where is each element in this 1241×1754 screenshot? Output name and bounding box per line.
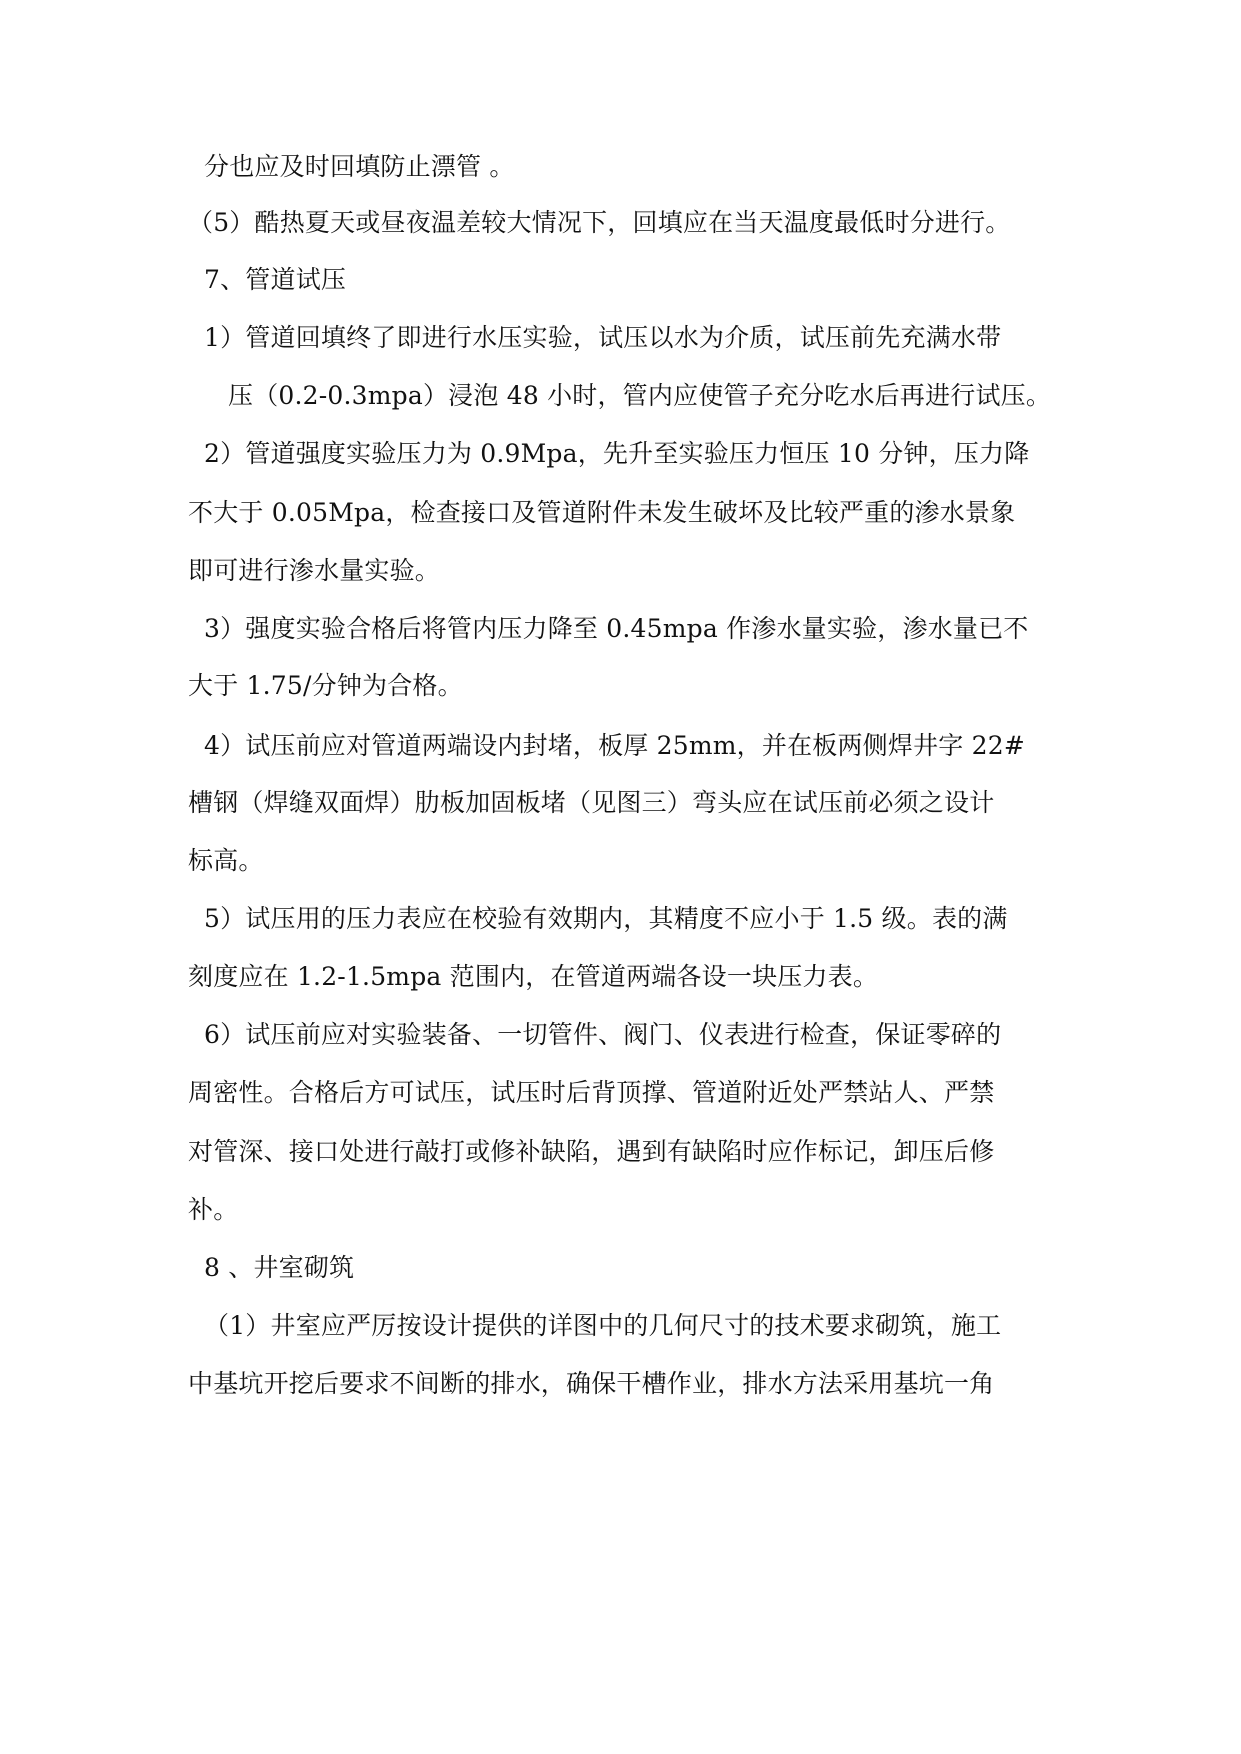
text-line: （5）酷热夏天或昼夜温差较大情况下，回填应在当天温度最低时分进行。 [188, 208, 1011, 237]
text-line: 周密性。合格后方可试压，试压时后背顶撑、管道附近处严禁站人、严禁 [188, 1078, 995, 1107]
text-line: 对管深、接口处进行敲打或修补缺陷，遇到有缺陷时应作标记，卸压后修 [188, 1137, 995, 1166]
text-line: 分也应及时回填防止漂管 。 [204, 152, 515, 181]
text-line: 1）管道回填终了即进行水压实验，试压以水为介质，试压前先充满水带 [204, 323, 1002, 352]
text-line: 槽钢（焊缝双面焊）肋板加固板堵（见图三）弯头应在试压前必须之设计 [188, 788, 995, 817]
section-heading: 7、管道试压 [204, 265, 347, 294]
text-line: 5）试压用的压力表应在校验有效期内，其精度不应小于 1.5 级。表的满 [204, 904, 1008, 933]
text-line: 6）试压前应对实验装备、一切管件、阀门、仪表进行检查，保证零碎的 [204, 1020, 1002, 1049]
text-line: 2）管道强度实验压力为 0.9Mpa，先升至实验压力恒压 10 分钟，压力降 [204, 439, 1030, 468]
text-line: 3）强度实验合格后将管内压力降至 0.45mpa 作渗水量实验，渗水量已不 [204, 614, 1029, 643]
text-line: 中基坑开挖后要求不间断的排水，确保干槽作业，排水方法采用基坑一角 [188, 1369, 995, 1398]
text-line: （1）井室应严厉按设计提供的详图中的几何尺寸的技术要求砌筑，施工 [204, 1311, 1002, 1340]
text-line: 即可进行渗水量实验。 [188, 556, 441, 585]
text-line: 不大于 0.05Mpa，检查接口及管道附件未发生破坏及比较严重的渗水景象 [188, 498, 1016, 527]
text-line: 压（0.2-0.3mpa）浸泡 48 小时，管内应使管子充分吃水后再进行试压。 [228, 381, 1052, 410]
text-line: 补。 [188, 1195, 239, 1224]
section-heading: 8 、井室砌筑 [204, 1253, 355, 1282]
text-line: 4）试压前应对管道两端设内封堵，板厚 25mm，并在板两侧焊井字 22# [204, 731, 1025, 760]
text-line: 标高。 [188, 846, 264, 875]
text-line: 大于 1.75/分钟为合格。 [188, 671, 463, 700]
text-line: 刻度应在 1.2-1.5mpa 范围内，在管道两端各设一块压力表。 [188, 962, 879, 991]
